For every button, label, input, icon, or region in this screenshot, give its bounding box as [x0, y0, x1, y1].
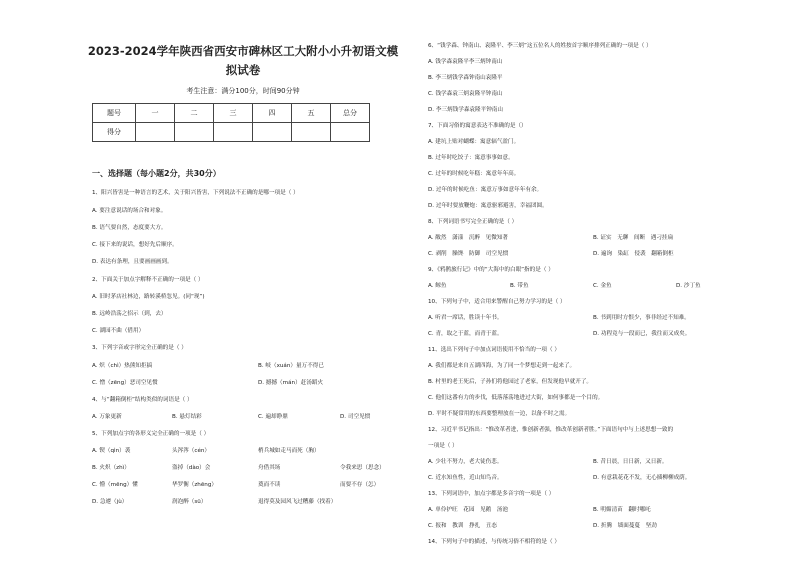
question-line: A. 钱学森袁隆平李三炳钟南山 — [428, 59, 503, 65]
section-heading: 一、选择题（每小题2分，共30分） — [92, 169, 221, 178]
option-text: D. 司空见惯 — [340, 414, 371, 420]
option-text: C. 遍却睁鼎 — [258, 414, 288, 420]
question-line: A. 我们都是来自五湖四海，为了同一个梦想走到一起来了。 — [428, 363, 576, 369]
question-line: 8、下列词语书写完全正确的是（ ） — [428, 219, 518, 225]
score-row-label: 得分 — [93, 123, 136, 142]
score-header-cell: 总分 — [331, 104, 370, 123]
option-text: D. 撼撼（mán）赶汤蹈火 — [258, 380, 324, 386]
option-text: D. 遍询 染缸 侵袭 翻箱倒柜 — [593, 251, 674, 257]
option-text: A. 锲（qìn）袭 — [92, 448, 131, 454]
question-line: D. 表达有条理，且要画画画到。 — [92, 259, 173, 265]
option-text: A. 单伶护旺 花园 见鹅 汤池 — [428, 507, 509, 513]
option-text: B. 带鱼 — [510, 283, 529, 289]
option-text: 而要不存（怎） — [340, 482, 380, 488]
question-line: 12、习近平书记指出：“惟改革者进，惟创新者强，惟改革创新者胜。”下面语句中与上述思想一致的 — [428, 427, 674, 433]
question-line: C. 过年的时候吃年糕：寓意年年高。 — [428, 171, 520, 177]
exam-title-line2: 拟试卷 — [225, 63, 261, 77]
question-line: C. 接下来的说话，想好先后顺序。 — [92, 242, 178, 248]
option-text: 梢兵城如走马而死（胸） — [258, 448, 320, 454]
option-text: D. 急遽（jù） — [92, 499, 128, 505]
score-header-cell: 一 — [136, 104, 175, 123]
exam-note: 考生注意：满分100分，时间90分钟 — [186, 87, 300, 95]
option-text: D. 功程竟与一段而已，我往而又成矣。 — [593, 331, 691, 337]
option-text: 头涔涔（cén） — [172, 448, 211, 454]
option-text: A. 敞然 潇漾 沉醉 见微知著 — [428, 235, 509, 241]
option-text: B. 明媚清苗 翻时哪吒 — [593, 507, 651, 513]
question-line: 13、下列词语中，加点字都是多音字的一项是（ ） — [428, 491, 555, 497]
question-line: B. 李三炳钱学森钟南山袁隆平 — [428, 75, 503, 81]
option-text: 盗掉（dào）会 — [172, 465, 211, 471]
option-text: C. 懵（mēng）懂 — [92, 482, 138, 488]
option-text: B. 昔日晨，日日新，又日新。 — [593, 459, 668, 465]
question-line: C. 湖园不曲（借用） — [92, 328, 145, 334]
option-text: B. 火炽（zhì） — [92, 465, 130, 471]
option-text: C. 剥削 臊馋 防御 司空见惯 — [428, 251, 509, 257]
option-text: C. 报和 教训 挣扎 丑态 — [428, 523, 497, 529]
question-line: B. 过年时吃饺子：寓意事事如意。 — [428, 155, 514, 161]
option-text: A. 万象更新 — [92, 414, 122, 420]
score-cell — [292, 123, 331, 142]
score-header-cell: 五 — [292, 104, 331, 123]
question-line: B. 远岭浩荡之招示（到，去） — [92, 311, 167, 317]
option-text: C. 金鱼 — [593, 283, 612, 289]
question-line: D. 过年时要放鞭炮：寓意驱邪避害，幸福团圆。 — [428, 203, 548, 209]
option-text: B. 悬灯结彩 — [172, 414, 202, 420]
option-text: A. 听君一席话，胜读十年书。 — [428, 315, 503, 321]
question-line: A. 要注意说话的场合和对象。 — [92, 208, 167, 214]
question-line: 9、《鸦鹊旅行记》中的“大海中的白眼”指的是（ ） — [428, 267, 554, 273]
option-text: 奠而不读 — [258, 482, 281, 488]
option-text: D. 沙丁鱼 — [676, 283, 701, 289]
score-cell — [136, 123, 175, 142]
question-line: 一项是（ ） — [428, 443, 458, 449]
option-text: B. 岐（xuán）量万不得已 — [258, 363, 324, 369]
question-line: 2、下面关于加点字解释不正确的一项是（ ） — [92, 277, 204, 283]
score-table-score-row — [93, 123, 370, 142]
option-text: D. 有意栽花花不发，无心插柳柳成荫。 — [593, 475, 691, 481]
score-header-cell: 题号 — [93, 104, 136, 123]
score-cell — [253, 123, 292, 142]
score-header-cell: 四 — [253, 104, 292, 123]
option-text: B. 书到用时方恨少，事非经过不知难。 — [593, 315, 690, 321]
question-line: B. 村里的老王死后，子孙们将他园过了老家，但发现他早就开了。 — [428, 379, 593, 385]
question-line: D. 过年的时候吃鱼：寓意万事如意年年有余。 — [428, 187, 543, 193]
option-text: A. 少壮不努力，老大徒伤悲。 — [428, 459, 503, 465]
question-line: 1、阳兴皆害是一种语言的艺术，关于阳兴皆害，下列说法不正确的是哪一项是（ ） — [92, 190, 299, 196]
question-line: A. 建坑上贴对蝴蝶：寓意辐气盈门。 — [428, 139, 520, 145]
score-cell — [214, 123, 253, 142]
exam-title-line1: 2023-2024学年陕西省西安市碑林区工大附小小升初语文模 — [87, 44, 399, 58]
option-text: D. 折腾 墙面蔓蔓 坚劲 — [593, 523, 657, 529]
question-line: B. 语气要自然，态度要大方。 — [92, 225, 167, 231]
score-cell — [331, 123, 370, 142]
question-line: 4、与“翻箱倒柜”结构类似的词语是（ ） — [92, 397, 193, 403]
question-line: 11、选出下列句子中加点词语使用不恰当的一项（ ） — [428, 347, 560, 353]
option-text: 润泡醉（sū） — [172, 499, 207, 505]
option-text: 令我来思（思念） — [340, 465, 385, 471]
option-text: C. 近水知鱼性，近山知鸟音。 — [428, 475, 503, 481]
question-line: C. 钱学森袁三炳袁隆平钟南山 — [428, 91, 503, 97]
question-line: D. 平时不疑常用的东西要整理放在一边，以备不时之需。 — [428, 411, 571, 417]
score-header-cell: 三 — [214, 104, 253, 123]
question-line: 10、下列句子中，适合用来警醒自己努力学习的是（ ） — [428, 299, 566, 305]
question-line: 7、下面习俗的寓意表达不准确的是（） — [428, 123, 527, 129]
question-line: A. 旧时茅店社林边，路转溪桥忽见。(同“现”) — [92, 294, 205, 300]
option-text: C. 青，取之于蓝，而青于蓝。 — [428, 331, 503, 337]
option-text: A. 炽（chì）热熊知拒搞 — [92, 363, 153, 369]
score-header-cell: 二 — [175, 104, 214, 123]
option-text: A. 鲸鱼 — [428, 283, 447, 289]
option-text: C. 憎（zēng）恶司空见惯 — [92, 380, 158, 386]
question-line: 3、下列字音或字形完全正确的是（ ） — [92, 345, 187, 351]
option-text: B. 证实 无聊 间断 遇刁挂扁 — [593, 235, 674, 241]
question-line: D. 李三炳钱学森袁隆平钟南山 — [428, 107, 503, 113]
question-line: 5、下列加点字的各形义完全正确的一项是（ ） — [92, 431, 210, 437]
question-line: 14、下列句子中的描述，与传统习俗不相符的是（ ） — [428, 539, 560, 545]
option-text: 舟借其场 — [258, 465, 281, 471]
score-cell — [175, 123, 214, 142]
question-line: C. 他们这番有力的步伐，低落落荡地进过大街，如何事都是一个目的。 — [428, 395, 604, 401]
score-table-header-row — [93, 104, 370, 123]
score-table — [92, 103, 370, 142]
question-line: 6、“钱学森、钟南山、袁隆平、李三炳”这五位名人的姓按首字顺序排列正确的一项是（ ） — [428, 43, 652, 49]
option-text: 退得莫及园风飞过糟藤（找着） — [258, 499, 337, 505]
option-text: 华罗衡（zhēng） — [172, 482, 217, 488]
